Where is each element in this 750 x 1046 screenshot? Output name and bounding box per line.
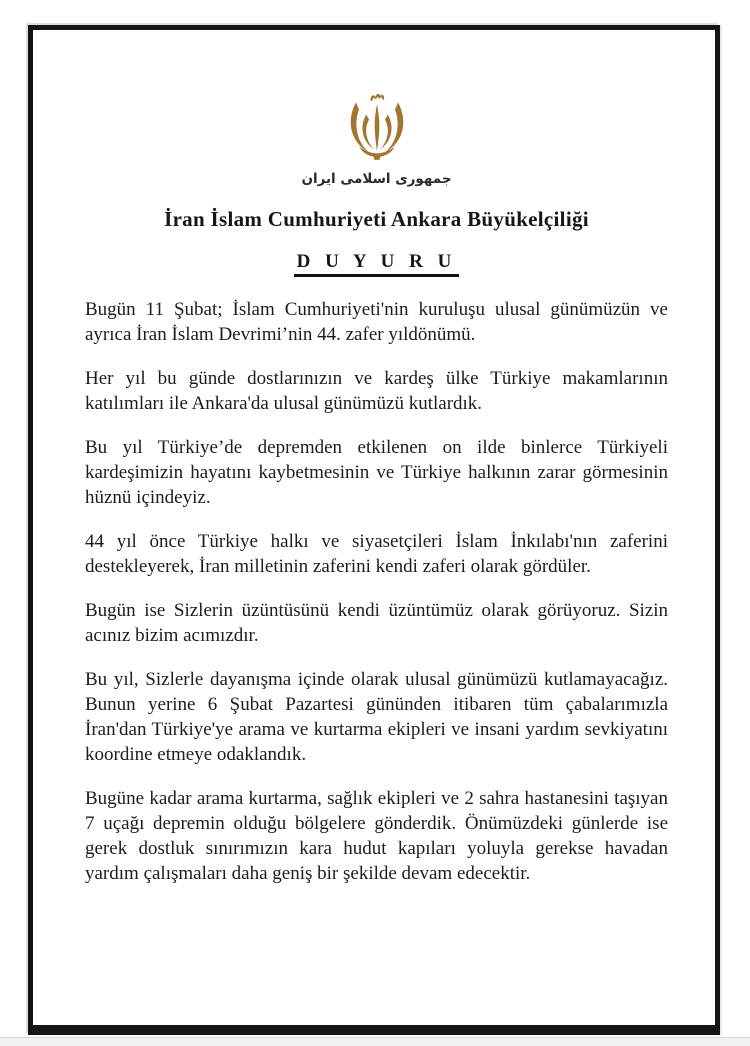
paragraph-1: Bugün 11 Şubat; İslam Cumhuriyeti'nin kuruluşu ulusal günümüzün ve ayrıca İran İslam Devrimi’nin 44. zafer yıldönümü.: [85, 299, 668, 345]
paragraph-5: Bugün ise Sizlerin üzüntüsünü kendi üzüntümüz olarak görüyoruz. Sizin acınız bizim acımızdır.: [85, 600, 668, 646]
paragraph-2: Her yıl bu günde dostlarınızın ve kardeş ülke Türkiye makamlarının katılımları ile Ankara'da ulusal günümüzü kutlardık.: [85, 368, 668, 414]
letter-content: [33, 90, 715, 886]
paragraph-6: Bu yıl, Sizlerle dayanışma içinde olarak ulusal günümüzü kutlamayacağız. Bunun yerine 6 Şubat Pazartesi gününden itibaren tüm çabalarımızla İran'dan Türkiye'ye arama ve kurtarma ekipleri ve insani yardım sevkiyatını koordine etmeye odaklandık.: [85, 669, 668, 765]
page-border-frame: [28, 25, 720, 1035]
letter-body: [85, 297, 668, 886]
paragraph-4: 44 yıl önce Türkiye halkı ve siyasetçileri İslam İnkılabı'nın zaferini destekleyerek, İran milletinin zaferini kendi zaferi olarak gördüler.: [85, 531, 668, 577]
page-bottom-strip: [0, 1037, 750, 1046]
paragraph-7: Bugüne kadar arama kurtarma, sağlık ekipleri ve 2 sahra hastanesini taşıyan 7 uçağı depremin olduğu bölgelere gönderdik. Önümüzdeki günlerde ise gerek dostluk sınırımızın kara hudut kapıları yoluyla gerekse havadan yardım çalışmaları daha geniş bir şekilde devam edecektir.: [85, 788, 668, 884]
paragraph-3: Bu yıl Türkiye’de depremden etkilenen on ilde binlerce Türkiyeli kardeşimizin hayatını kaybetmesinin ve Türkiye halkının zarar görmesinin hüznü içindeyiz.: [85, 437, 668, 508]
iran-emblem-icon: [336, 90, 418, 162]
embassy-title: İran İslam Cumhuriyeti Ankara Büyükelçiliği: [164, 207, 589, 231]
announcement-heading: D U Y U R U: [294, 251, 460, 277]
persian-country-name: جمهوری اسلامی ایران: [301, 171, 452, 187]
announcement-heading-row: [85, 251, 668, 277]
